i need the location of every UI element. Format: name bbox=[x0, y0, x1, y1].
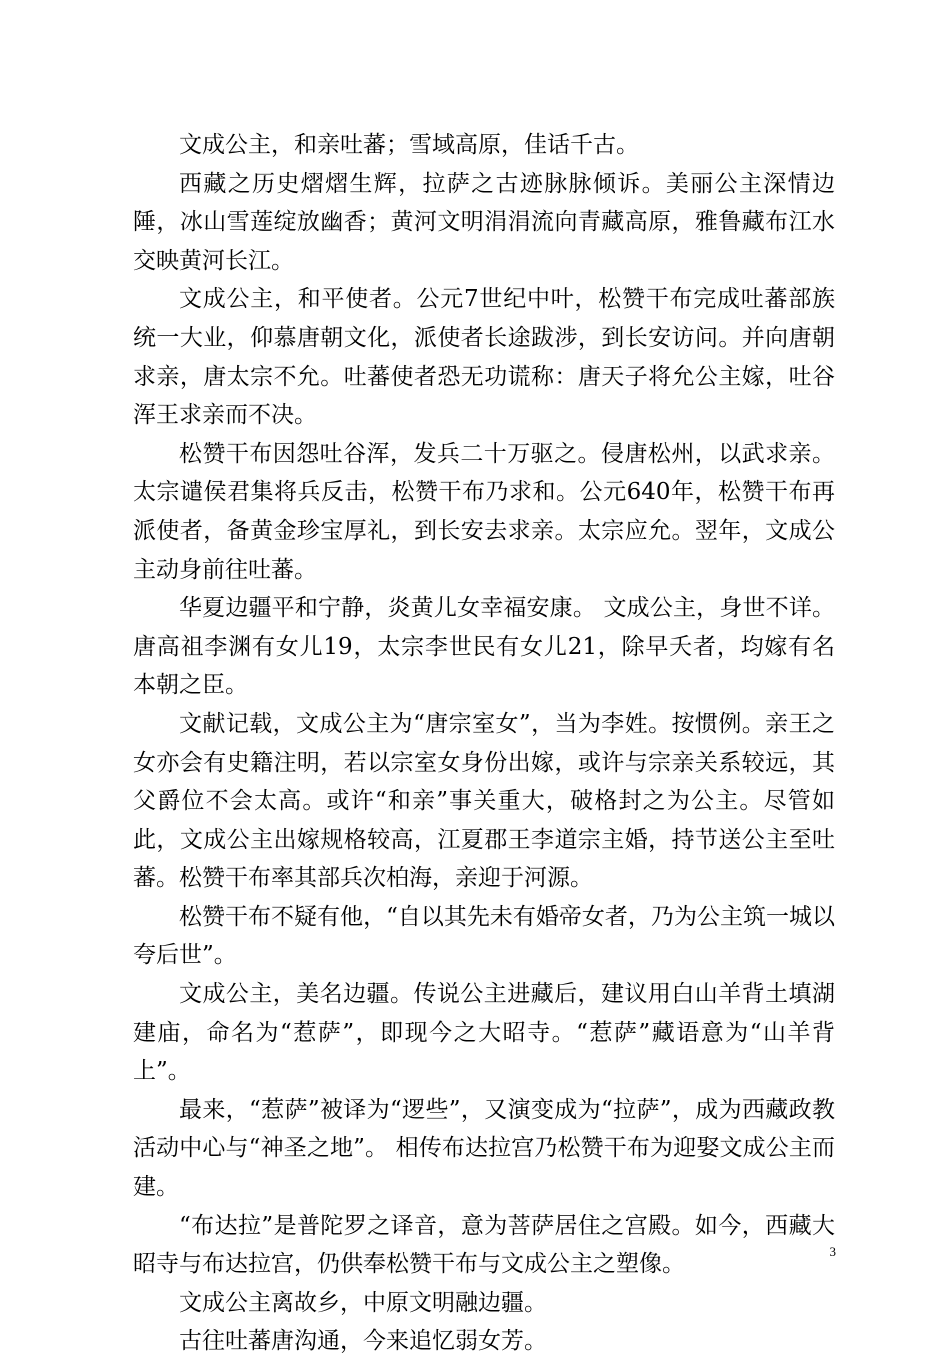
paragraph: 松赞干布因怨吐谷浑，发兵二十万驱之。侵唐松州，以武求亲。太宗谴侯君集将兵反击，松赞干布乃求和。公元640年，松赞干布再派使者，备黄金珍宝厚礼，到长安去求亲。太宗应允。翌年，文成公主动身前往吐蕃。 bbox=[133, 440, 835, 583]
body-text bbox=[133, 126, 835, 1361]
paragraph: 文成公主，美名边疆。传说公主进藏后，建议用白山羊背土填湖建庙，命名为“惹萨”，即现今之大昭寺。“惹萨”藏语意为“山羊背上”。 bbox=[133, 981, 835, 1085]
paragraph: “布达拉”是普陀罗之译音，意为菩萨居住之宫殿。如今，西藏大昭寺与布达拉宫，仍供奉松赞干布与文成公主之塑像。 bbox=[133, 1212, 835, 1278]
paragraph: 松赞干布不疑有他，“自以其先未有婚帝女者，乃为公主筑一城以夸后世”。 bbox=[133, 903, 835, 969]
paragraph: 文成公主离故乡，中原文明融边疆。 bbox=[179, 1289, 547, 1316]
paragraph: 西藏之历史熠熠生辉，拉萨之古迹脉脉倾诉。美丽公主深情边陲，冰山雪莲绽放幽香；黄河文明涓涓流向青藏高原，雅鲁藏布江水交映黄河长江。 bbox=[133, 170, 835, 274]
paragraph: 最来，“惹萨”被译为“逻些”，又演变成为“拉萨”，成为西藏政教活动中心与“神圣之地”。 相传布达拉宫乃松赞干布为迎娶文成公主而建。 bbox=[133, 1096, 835, 1201]
paragraph: 古往吐蕃唐沟通，今来追忆弱女芳。 bbox=[179, 1328, 547, 1355]
paragraph: 文成公主，和亲吐蕃；雪域高原，佳话千古。 bbox=[179, 132, 639, 158]
paragraph: 文献记载，文成公主为“唐宗室女”，当为李姓。按惯例。亲王之女亦会有史籍注明，若以宗室女身份出嫁，或许与宗亲关系较远，其父爵位不会太高。或许“和亲”事关重大，破格封之为公主。尽管如此，文成公主出嫁规格较高，江夏郡王李道宗主婚，持节送公主至吐蕃。松赞干布率其部兵次柏海，亲迎于河源。 bbox=[133, 710, 835, 892]
paragraph: 华夏边疆平和宁静，炎黄儿女幸福安康。 文成公主，身世不详。唐高祖李渊有女儿19，太宗李世民有女儿21，除早夭者，均嫁有名本朝之臣。 bbox=[133, 595, 835, 699]
page-number: 3 bbox=[829, 1244, 836, 1259]
paragraph: 文成公主，和平使者。公元7世纪中叶，松赞干布完成吐蕃部族统一大业，仰慕唐朝文化，派使者长途跋涉，到长安访问。并向唐朝求亲，唐太宗不允。吐蕃使者恐无功谎称：唐天子将允公主嫁，吐谷浑王求亲而不决。 bbox=[133, 286, 835, 429]
